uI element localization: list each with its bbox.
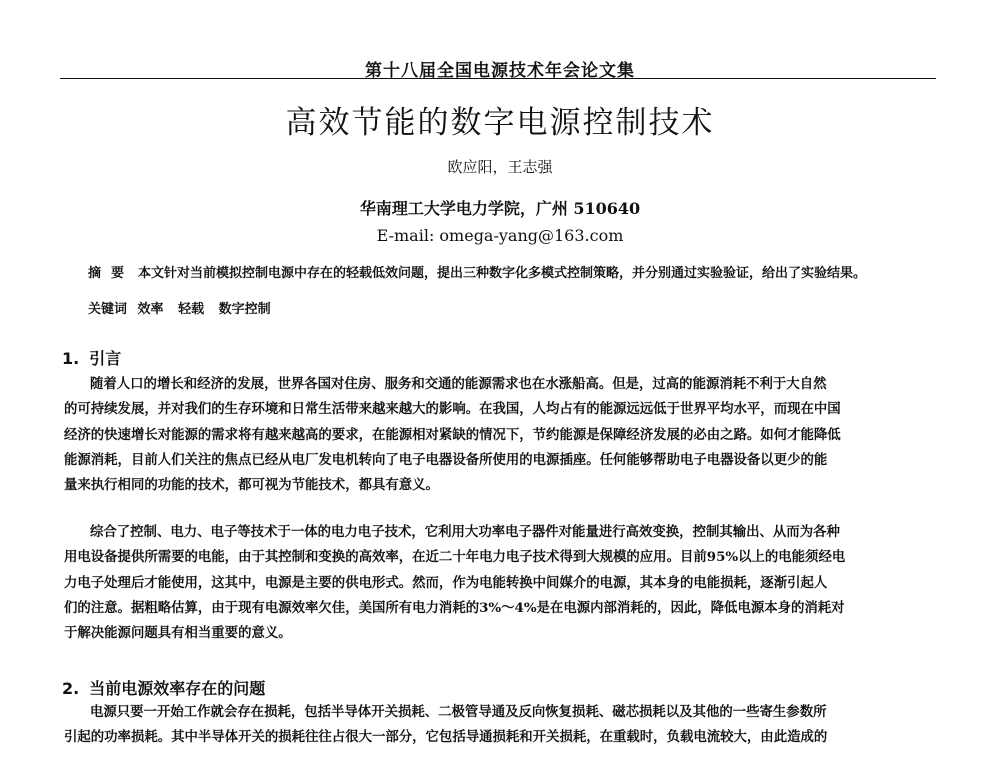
header-rule (60, 78, 936, 79)
keywords-label: 关键词 (88, 302, 128, 317)
keywords (88, 298, 948, 317)
paper-title: 高效节能的数字电源控制技术 (285, 105, 715, 141)
abstract (88, 262, 948, 281)
text-line: 随着人口的增长和经济的发展，世界各国对住房、服务和交通的能源需求也在水涨船高。但是，过高的能源消耗不利于大自然 (90, 376, 827, 392)
keyword: 效率 (137, 302, 164, 317)
running-header: 第十八届全国电源技术年会论文集 (365, 61, 635, 81)
section-title: 当前电源效率存在的问题 (89, 679, 266, 698)
abstract-text: 本文针对当前模拟控制电源中存在的轻载低效问题，提出三种数字化多模式控制策略，并分别通过实验验证，给出了实验结果。 (138, 266, 867, 281)
section-title: 引言 (89, 349, 122, 368)
keyword: 数字控制 (218, 302, 271, 317)
text-line: 量来执行相同的功能的技术，都可视为节能技术，都具有意义。 (64, 477, 439, 494)
section-heading-efficiency-problems (62, 676, 265, 699)
text-line: 综合了控制、电力、电子等技术于一体的电力电子技术，它利用大功率电子器件对能量进行高效变换，控制其输出、从而为各种 (90, 524, 840, 540)
text-line: 引起的功率损耗。其中半导体开关的损耗往往占很大一部分，它包括导通损耗和开关损耗，在重载时，负载电流较大，由此造成的 (64, 729, 828, 746)
section-number: 1. (62, 349, 80, 368)
text-line: 电源只要一开始工作就会存在损耗，包括半导体开关损耗、二极管导通及反向恢复损耗、磁芯损耗以及其他的一些寄生参数所 (90, 704, 827, 720)
section-number: 2. (62, 679, 80, 698)
section-heading-introduction (62, 346, 121, 369)
authors: 欧应阳，王志强 (447, 158, 553, 176)
paragraph (64, 700, 936, 751)
abstract-label: 摘要 (88, 266, 135, 281)
text-line: 力电子处理后才能使用，这其中，电源是主要的供电形式。然而，作为电能转换中间媒介的电源，其本身的电能损耗，逐渐引起人 (64, 574, 828, 591)
text-line: 用电设备提供所需要的电能，由于其控制和变换的高效率，在近二十年电力电子技术得到大规模的应用。目前95%以上的电能须经电 (64, 549, 846, 566)
text-line: 经济的快速增长对能源的需求将有越来越高的要求，在能源相对紧缺的情况下，节约能源是保障经济发展的必由之路。如何才能降低 (64, 426, 841, 443)
keyword: 轻载 (178, 302, 205, 317)
text-line: 于解决能源问题具有相当重要的意义。 (64, 625, 292, 642)
affiliation: 华南理工大学电力学院，广州 510640 (359, 199, 641, 218)
text-line: 能源消耗，目前人们关注的焦点已经从电厂发电机转向了电子电器设备所使用的电源插座。任何能够帮助电子电器设备以更少的能 (64, 451, 828, 468)
email: E-mail: omega-yang@163.com (376, 226, 624, 245)
text-line: 的可持续发展，并对我们的生存环境和日常生活带来越来越大的影响。在我国，人均占有的能源远远低于世界平均水平，而现在中国 (64, 401, 841, 418)
paragraph (64, 520, 936, 646)
text-line: 们的注意。据粗略估算，由于现有电源效率欠佳，美国所有电力消耗的3%～4%是在电源内部消耗的，因此，降低电源本身的消耗对 (64, 599, 845, 616)
paragraph (64, 372, 936, 498)
